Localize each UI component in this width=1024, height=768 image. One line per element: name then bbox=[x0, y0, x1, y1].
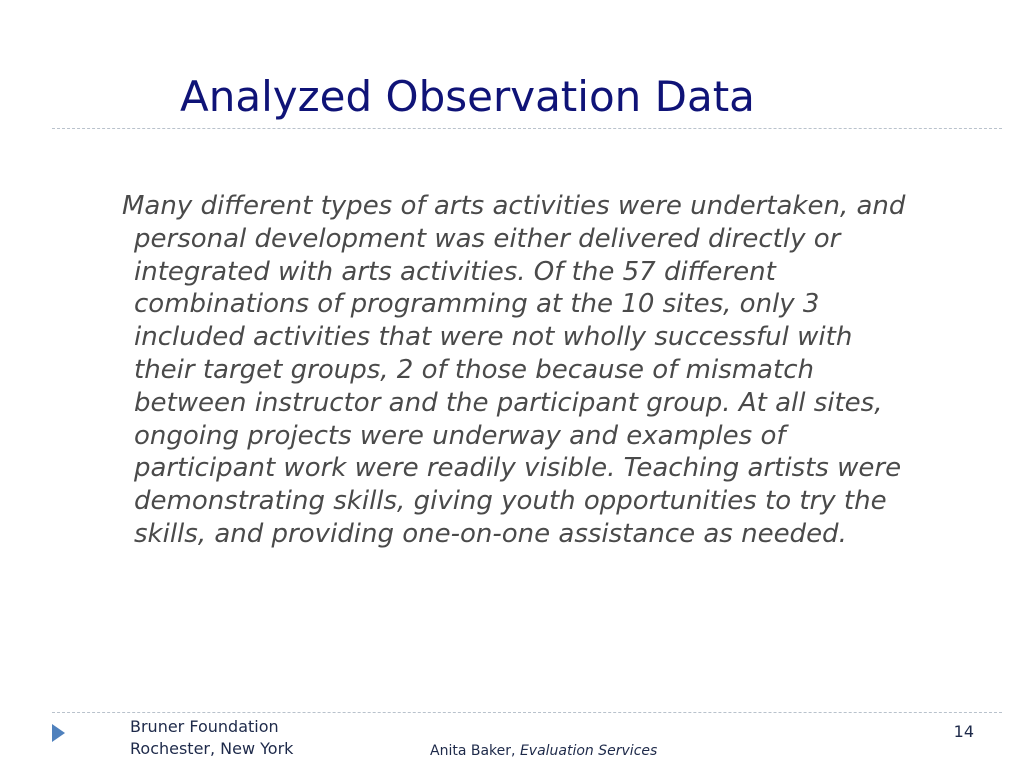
org-name: Bruner Foundation bbox=[130, 717, 279, 736]
slide-title: Analyzed Observation Data bbox=[180, 72, 755, 121]
author-role: Evaluation Services bbox=[519, 743, 658, 759]
triangle-play-icon bbox=[52, 724, 65, 742]
footer-organization bbox=[130, 716, 293, 760]
title-divider bbox=[52, 128, 1002, 129]
org-location: Rochester, New York bbox=[130, 739, 294, 758]
footer-divider bbox=[52, 712, 1002, 713]
footer-author bbox=[430, 742, 657, 760]
author-name: Anita Baker, bbox=[430, 743, 516, 759]
page-number: 14 bbox=[953, 722, 974, 741]
body-paragraph: Many different types of arts activities were undertaken, and personal development was either delivered directly or integrated with arts activities. Of the 57 different combinations of programming at the 10 sites, only 3 included activities that were not wholly successful with their target groups, 2 of those because of mismatch between instructor and the participant group. At all sites, ongoing projects were underway and examples of participant work were readily visible. Teaching artists were demonstrating skills, giving youth opportunities to try the skills, and providing one-on-one assistance as needed. bbox=[122, 191, 906, 549]
